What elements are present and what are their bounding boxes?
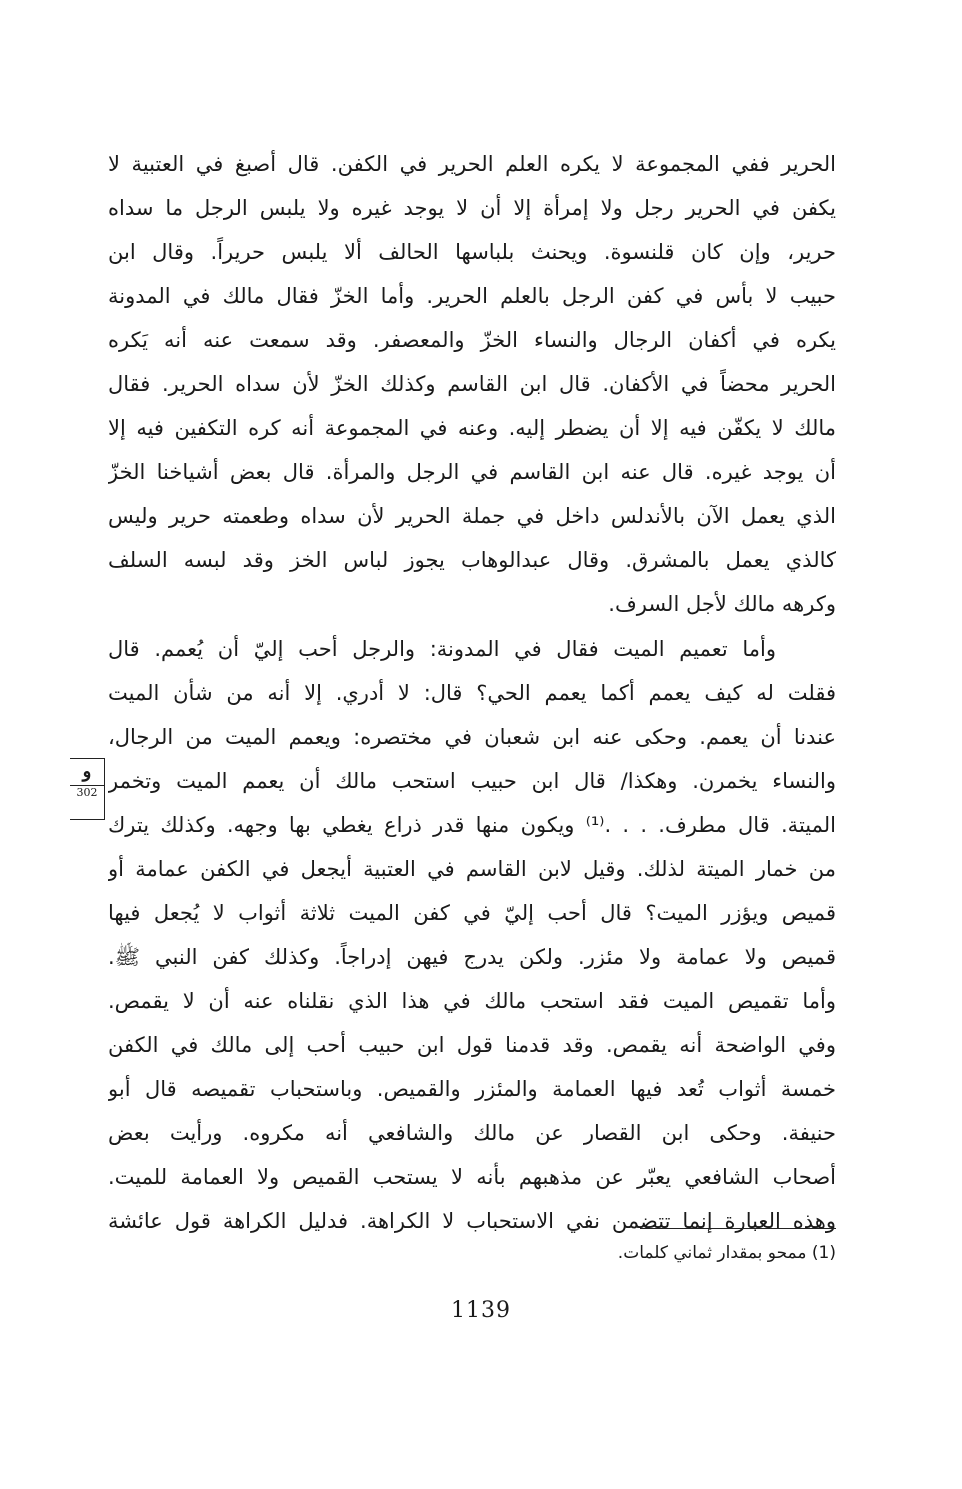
text-line: قميص ويؤزر الميت؟ قال أحب إليّ في كفن الميت ثلاثة أثواب لا يُجعل فيها <box>108 901 836 925</box>
text-line: وفي الواضحة أنه يقمص. وقد قدمنا قول ابن حبيب أحب إلى مالك في الكفن <box>108 1033 836 1057</box>
text-line: حنيفة. وحكى ابن القصار عن مالك والشافعي أنه مكروه. ورأيت بعض <box>108 1121 836 1145</box>
manuscript-folio-marker <box>70 758 105 820</box>
text-line: من خمار الميتة لذلك. وقيل لابن القاسم في العتبية أيجعل في الكفن عمامة أو <box>108 857 836 881</box>
text-line: حبيب لا بأس في كفن الرجل بالعلم الحرير. وأما الخزّ فقال مالك في المدونة <box>108 284 836 308</box>
paragraph-1 <box>108 142 836 626</box>
paragraph-2 <box>108 627 836 1243</box>
text-line: الميتة. قال مطرف. . . .⁽¹⁾ ويكون منها قدر ذراع يغطي بها وجهه. وكذلك يترك <box>108 813 836 837</box>
text-line: وكرهه مالك لأجل السرف. <box>608 592 836 616</box>
text-line: مالك لا يكفّن فيه إلا أن يضطر إليه. وعنه في المجموعة أنه كره التكفين فيه إلا <box>108 416 836 440</box>
folio-number: 302 <box>70 785 104 800</box>
footnote-separator <box>640 1228 836 1229</box>
text-line: فقلت له كيف يعمم أكما يعمم الحي؟ قال: لا أدري. إلا أنه من شأن الميت <box>108 681 836 705</box>
text-line: قميص ولا عمامة ولا مئزر. ولكن يدرج فيهن إدراجاً. وكذلك كفن النبي ﷺ. <box>108 945 836 969</box>
text-line: وهذه العبارة إنما تتضمن نفي الاستحباب لا الكراهة. فدليل الكراهة قول عائشة <box>108 1209 836 1233</box>
footnote: (1) ممحو بمقدار ثماني كلمات. <box>617 1243 836 1263</box>
text-line: وأما تقميص الميت فقد استحب مالك في هذا الذي نقلناه عنه أن لا يقمص. <box>108 989 836 1013</box>
text-line: يكفن في الحرير رجل ولا إمرأة إلا أن لا يوجد غيره ولا يلبس الرجل ما سداه <box>108 196 836 220</box>
text-line: وأما تعميم الميت فقال في المدونة: والرجل أحب إليّ أن يُعمم. قال <box>108 637 776 661</box>
text-line: الذي يعمل الآن بالأندلس داخل في جملة الحرير لأن سداه وطعمته حرير وليس <box>108 504 836 528</box>
folio-mark: و <box>82 761 92 782</box>
text-line: حرير، وإن كان قلنسوة. ويحنث بلباسها الحالف ألا يلبس حريراً. وقال ابن <box>108 240 836 264</box>
text-line: عندنا أن يعمم. وحكى عنه ابن شعبان في مختصره: ويعمم الميت من الرجال، <box>108 725 836 749</box>
text-line: الحرير ففي المجموعة لا يكره العلم الحرير في الكفن. قال أصبغ في العتبية لا <box>108 152 836 176</box>
text-line: والنساء يخمرن. وهكذا/ قال ابن حبيب استحب مالك أن يعمم الميت وتخمر <box>108 769 836 793</box>
text-line: خمسة أثواب تُعد فيها العمامة والمئزر والقميص. وباستحباب تقميصه قال أبو <box>108 1077 836 1101</box>
text-line: الحرير محضاً في الأكفان. قال ابن القاسم وكذلك الخزّ لأن سداه الحرير. فقال <box>108 372 836 396</box>
page-number: 1139 <box>451 1298 511 1323</box>
text-line: أصحاب الشافعي يعبّر عن مذهبهم بأنه لا يستحب القميص ولا العمامة للميت. <box>108 1165 836 1189</box>
text-line: يكره في أكفان الرجال والنساء الخزّ والمعصفر. وقد سمعت عنه أنه يَكره <box>108 328 836 352</box>
text-line: أن يوجد غيره. قال عنه ابن القاسم في الرجل والمرأة. قال بعض أشياخنا الخزّ <box>108 460 836 484</box>
text-line: كالذي يعمل بالمشرق. وقال عبدالوهاب يجوز لباس الخز وقد لبسه السلف <box>108 548 836 572</box>
